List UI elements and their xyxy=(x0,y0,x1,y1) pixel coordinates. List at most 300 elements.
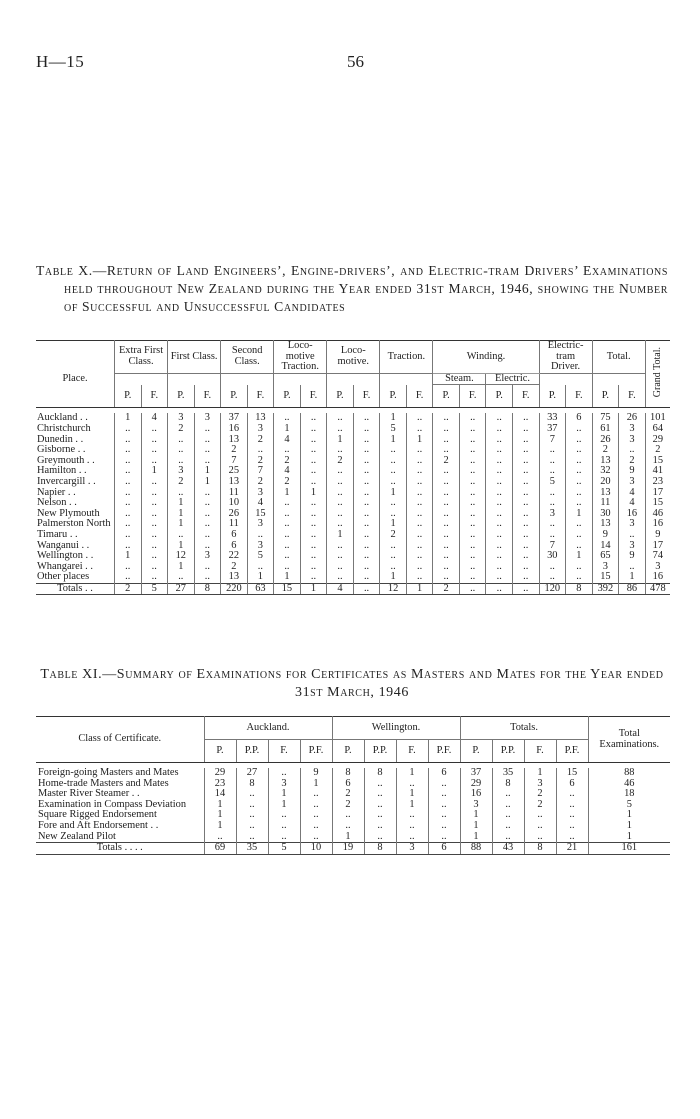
data-cell: .. xyxy=(353,424,380,435)
table11 xyxy=(36,716,670,855)
data-cell: .. xyxy=(459,551,486,562)
data-cell: 3 xyxy=(592,562,619,573)
data-cell: 17 xyxy=(645,488,670,499)
data-cell: .. xyxy=(512,541,539,552)
data-cell: 46 xyxy=(645,509,670,520)
col-sub-p: P. xyxy=(460,740,492,763)
data-cell: .. xyxy=(300,445,327,456)
data-cell: 2 xyxy=(380,530,407,541)
data-cell: .. xyxy=(300,562,327,573)
data-cell: .. xyxy=(236,810,268,821)
data-cell: .. xyxy=(194,519,221,530)
table10-caption-text: —Return of Land Engineers’, Engine-drivers’, and Electric-tram Drivers’ Examinations held throughout New Zealand during the Year ended 31st March, 1946, showing the Number of Successful and Unsuccessful Candidates xyxy=(64,263,669,314)
data-cell: 7 xyxy=(539,541,566,552)
data-cell: 1 xyxy=(168,509,195,520)
col-first: First Class. xyxy=(168,341,221,374)
data-cell: .. xyxy=(406,530,433,541)
data-cell: .. xyxy=(486,477,513,488)
totals-cell: 3 xyxy=(396,843,428,855)
data-cell: .. xyxy=(486,466,513,477)
table-row xyxy=(36,413,670,424)
data-cell: .. xyxy=(380,562,407,573)
totals-cell: .. xyxy=(459,583,486,595)
data-cell: .. xyxy=(406,477,433,488)
data-cell: 5 xyxy=(380,424,407,435)
data-cell: .. xyxy=(512,530,539,541)
data-cell: .. xyxy=(492,789,524,800)
data-cell: 3 xyxy=(168,466,195,477)
table-row xyxy=(36,445,670,456)
data-cell: 1 xyxy=(380,572,407,583)
col-passed: P. xyxy=(592,385,619,408)
data-cell: 14 xyxy=(592,541,619,552)
data-cell: .. xyxy=(486,530,513,541)
data-cell: .. xyxy=(406,413,433,424)
totals-cell: 8 xyxy=(364,843,396,855)
data-cell: 2 xyxy=(274,477,301,488)
data-cell: .. xyxy=(332,821,364,832)
data-cell: .. xyxy=(512,424,539,435)
data-cell: .. xyxy=(327,466,354,477)
data-cell: 3 xyxy=(268,779,300,790)
data-cell: 16 xyxy=(221,424,248,435)
data-cell: .. xyxy=(566,477,593,488)
data-cell: .. xyxy=(353,572,380,583)
data-cell: 11 xyxy=(221,488,248,499)
data-cell: 8 xyxy=(236,779,268,790)
data-cell: 75 xyxy=(592,413,619,424)
table-row xyxy=(36,477,670,488)
col-passed: P. xyxy=(327,385,354,408)
data-cell: .. xyxy=(327,519,354,530)
place-cell: Auckland . . xyxy=(37,413,88,424)
data-cell: .. xyxy=(566,519,593,530)
data-cell: .. xyxy=(492,821,524,832)
certificate-cell: Foreign-going Masters and Mates xyxy=(38,768,179,778)
data-cell: 2 xyxy=(327,456,354,467)
data-cell: .. xyxy=(406,445,433,456)
data-cell: 4 xyxy=(619,488,646,499)
totals-cell: 8 xyxy=(566,583,593,595)
data-cell: .. xyxy=(353,551,380,562)
data-cell: .. xyxy=(406,424,433,435)
data-cell: 1 xyxy=(204,800,236,811)
data-cell: 3 xyxy=(539,509,566,520)
data-cell: 3 xyxy=(168,413,195,424)
data-cell: 4 xyxy=(247,498,274,509)
totals-cell: 69 xyxy=(204,843,236,855)
data-cell: .. xyxy=(486,456,513,467)
table-row xyxy=(36,810,670,821)
data-cell: .. xyxy=(619,530,646,541)
data-cell: .. xyxy=(566,572,593,583)
data-cell: 37 xyxy=(221,413,248,424)
data-cell: .. xyxy=(459,466,486,477)
data-cell: 88 xyxy=(588,768,670,779)
data-cell: .. xyxy=(168,530,195,541)
data-cell: 7 xyxy=(221,456,248,467)
data-cell: .. xyxy=(141,541,168,552)
header-spacer xyxy=(247,373,274,385)
data-cell: 2 xyxy=(645,445,670,456)
data-cell: .. xyxy=(274,498,301,509)
data-cell: .. xyxy=(114,572,141,583)
col-passed: P. xyxy=(274,385,301,408)
data-cell: .. xyxy=(300,810,332,821)
data-cell: .. xyxy=(194,562,221,573)
data-cell: .. xyxy=(247,530,274,541)
data-cell: .. xyxy=(396,779,428,790)
data-cell: .. xyxy=(327,541,354,552)
data-cell: .. xyxy=(268,810,300,821)
data-cell: .. xyxy=(236,800,268,811)
data-cell: 1 xyxy=(332,832,364,843)
data-cell: 1 xyxy=(396,800,428,811)
data-cell: .. xyxy=(168,456,195,467)
data-cell: 1 xyxy=(168,498,195,509)
data-cell: 7 xyxy=(247,466,274,477)
data-cell: 6 xyxy=(221,541,248,552)
header-spacer xyxy=(221,373,248,385)
col-place: Place. xyxy=(36,341,114,408)
grand-total-label: Grand Total. xyxy=(651,347,663,398)
data-cell: .. xyxy=(433,435,460,446)
certificate-cell: Home-trade Masters and Mates xyxy=(38,778,169,789)
data-cell: .. xyxy=(168,445,195,456)
data-cell: .. xyxy=(512,466,539,477)
data-cell: .. xyxy=(380,477,407,488)
data-cell: .. xyxy=(114,445,141,456)
data-cell: 11 xyxy=(592,498,619,509)
data-cell: 1 xyxy=(460,821,492,832)
data-cell: 1 xyxy=(460,832,492,843)
data-cell: .. xyxy=(353,413,380,424)
table10 xyxy=(36,340,670,595)
totals-cell: 2 xyxy=(433,583,460,595)
totals-cell: 392 xyxy=(592,583,619,595)
data-cell: 12 xyxy=(168,551,195,562)
data-cell: .. xyxy=(486,541,513,552)
data-cell: .. xyxy=(236,821,268,832)
data-cell: .. xyxy=(539,498,566,509)
col-auckland: Auckland. xyxy=(204,717,332,740)
col-winding: Winding. xyxy=(433,341,539,374)
data-cell: 3 xyxy=(619,477,646,488)
data-cell: .. xyxy=(300,413,327,424)
place-cell: Wanganui . . xyxy=(37,540,90,551)
data-cell: .. xyxy=(512,551,539,562)
data-cell: 29 xyxy=(645,435,670,446)
totals-cell: .. xyxy=(486,583,513,595)
totals-cell: 1 xyxy=(406,583,433,595)
header-spacer xyxy=(141,373,168,385)
data-cell: .. xyxy=(556,832,588,843)
data-cell: .. xyxy=(194,456,221,467)
data-cell: .. xyxy=(327,424,354,435)
data-cell: .. xyxy=(353,541,380,552)
data-cell: .. xyxy=(566,424,593,435)
data-cell: .. xyxy=(194,541,221,552)
data-cell: .. xyxy=(300,509,327,520)
data-cell: .. xyxy=(406,456,433,467)
data-cell: 15 xyxy=(556,768,588,779)
data-cell: .. xyxy=(300,456,327,467)
data-cell: .. xyxy=(114,541,141,552)
data-cell: 37 xyxy=(460,768,492,779)
col-sub-pf: P.F. xyxy=(300,740,332,763)
data-cell: 1 xyxy=(380,435,407,446)
data-cell: .. xyxy=(512,519,539,530)
certificate-cell: Square Rigged Endorsement xyxy=(38,810,157,821)
col-failed: F. xyxy=(247,385,274,408)
data-cell: .. xyxy=(459,541,486,552)
data-cell: 1 xyxy=(406,435,433,446)
col-failed: F. xyxy=(459,385,486,408)
col-class-of-certificate: Class of Certificate. xyxy=(36,717,204,763)
data-cell: .. xyxy=(556,821,588,832)
col-sub-p: P. xyxy=(204,740,236,763)
totals-cell: 4 xyxy=(327,583,354,595)
data-cell: 4 xyxy=(141,413,168,424)
table-row xyxy=(36,488,670,499)
data-cell: 1 xyxy=(247,572,274,583)
col-sub-pp: P.P. xyxy=(364,740,396,763)
data-cell: .. xyxy=(141,477,168,488)
data-cell: .. xyxy=(141,562,168,573)
data-cell: .. xyxy=(353,477,380,488)
totals-cell: 15 xyxy=(274,583,301,595)
data-cell: .. xyxy=(114,530,141,541)
data-cell: 16 xyxy=(645,519,670,530)
data-cell: 1 xyxy=(204,810,236,821)
data-cell: .. xyxy=(486,551,513,562)
col-passed: P. xyxy=(168,385,195,408)
data-cell: 1 xyxy=(194,477,221,488)
data-cell: 1 xyxy=(327,530,354,541)
data-cell: .. xyxy=(566,456,593,467)
data-cell: .. xyxy=(300,572,327,583)
data-cell: .. xyxy=(380,456,407,467)
data-cell: .. xyxy=(512,435,539,446)
data-cell: .. xyxy=(486,498,513,509)
data-cell: 26 xyxy=(619,413,646,424)
data-cell: 15 xyxy=(645,456,670,467)
col-passed: P. xyxy=(221,385,248,408)
data-cell: .. xyxy=(364,779,396,790)
data-cell: .. xyxy=(486,445,513,456)
place-cell: Hamilton . . xyxy=(37,466,87,477)
place-cell: Nelson . . xyxy=(37,498,77,509)
header-spacer xyxy=(406,373,433,385)
data-cell: .. xyxy=(512,562,539,573)
place-cell: Palmerston North xyxy=(37,519,111,530)
data-cell: .. xyxy=(459,435,486,446)
data-cell: .. xyxy=(556,789,588,800)
totals-cell: 5 xyxy=(268,843,300,855)
data-cell: .. xyxy=(566,530,593,541)
data-cell: .. xyxy=(512,572,539,583)
data-cell: 13 xyxy=(592,519,619,530)
data-cell: .. xyxy=(459,413,486,424)
data-cell: .. xyxy=(194,424,221,435)
table10-caption-lead: Table X. xyxy=(36,263,93,278)
header-spacer xyxy=(300,373,327,385)
data-cell: 1 xyxy=(566,551,593,562)
data-cell: .. xyxy=(300,530,327,541)
col-totals: Totals. xyxy=(460,717,588,740)
data-cell: 1 xyxy=(300,779,332,790)
data-cell: 13 xyxy=(221,477,248,488)
col-sub-f: F. xyxy=(396,740,428,763)
data-cell: .. xyxy=(486,424,513,435)
totals-cell: 1 xyxy=(300,583,327,595)
totals-cell: 120 xyxy=(539,583,566,595)
table11-caption-lead: Table XI. xyxy=(40,667,103,682)
col-wellington: Wellington. xyxy=(332,717,460,740)
table-row xyxy=(36,779,670,790)
data-cell: .. xyxy=(539,466,566,477)
data-cell: 3 xyxy=(524,779,556,790)
data-cell: 5 xyxy=(539,477,566,488)
data-cell: .. xyxy=(327,509,354,520)
data-cell: .. xyxy=(433,424,460,435)
data-cell: .. xyxy=(194,498,221,509)
data-cell: .. xyxy=(433,509,460,520)
data-cell: .. xyxy=(364,800,396,811)
data-cell: .. xyxy=(274,530,301,541)
data-cell: 3 xyxy=(194,413,221,424)
data-cell: .. xyxy=(353,530,380,541)
totals-cell: .. xyxy=(512,583,539,595)
data-cell: .. xyxy=(428,800,460,811)
data-cell: .. xyxy=(524,832,556,843)
data-cell: 6 xyxy=(221,530,248,541)
data-cell: .. xyxy=(524,821,556,832)
data-cell: .. xyxy=(459,572,486,583)
data-cell: 74 xyxy=(645,551,670,562)
data-cell: .. xyxy=(300,466,327,477)
data-cell: .. xyxy=(396,810,428,821)
data-cell: 3 xyxy=(247,541,274,552)
data-cell: .. xyxy=(114,519,141,530)
header-spacer xyxy=(168,373,195,385)
data-cell: .. xyxy=(428,779,460,790)
data-cell: 1 xyxy=(141,466,168,477)
place-cell: Christchurch xyxy=(37,423,91,434)
data-cell: .. xyxy=(539,562,566,573)
data-cell: .. xyxy=(332,810,364,821)
certificate-cell: Examination in Compass Deviation xyxy=(38,799,187,810)
data-cell: 6 xyxy=(566,413,593,424)
certificate-cell: New Zealand Pilot xyxy=(38,831,116,842)
data-cell: 9 xyxy=(619,466,646,477)
data-cell: .. xyxy=(141,424,168,435)
data-cell: .. xyxy=(353,562,380,573)
data-cell: 3 xyxy=(619,424,646,435)
data-cell: .. xyxy=(141,445,168,456)
table-row xyxy=(36,551,670,562)
data-cell: 2 xyxy=(592,445,619,456)
place-cell: Whangarei . . xyxy=(37,561,93,572)
data-cell: 3 xyxy=(645,562,670,573)
table-row xyxy=(36,456,670,467)
data-cell: .. xyxy=(364,821,396,832)
data-cell: .. xyxy=(492,832,524,843)
data-cell: 5 xyxy=(588,800,670,811)
data-cell: 3 xyxy=(194,551,221,562)
col-sub-pp: P.P. xyxy=(236,740,268,763)
data-cell: .. xyxy=(114,498,141,509)
data-cell: .. xyxy=(433,477,460,488)
data-cell: .. xyxy=(141,519,168,530)
data-cell: .. xyxy=(566,488,593,499)
data-cell: .. xyxy=(274,509,301,520)
data-cell: 46 xyxy=(588,779,670,790)
table-row xyxy=(36,541,670,552)
data-cell: 16 xyxy=(460,789,492,800)
header-spacer xyxy=(274,373,301,385)
data-cell: 2 xyxy=(221,562,248,573)
data-cell: 1 xyxy=(380,413,407,424)
place-cell: Dunedin . . xyxy=(37,434,84,445)
totals-row xyxy=(36,843,670,855)
data-cell: .. xyxy=(566,498,593,509)
data-cell: .. xyxy=(114,509,141,520)
data-cell: .. xyxy=(114,477,141,488)
col-failed: F. xyxy=(512,385,539,408)
data-cell: .. xyxy=(459,488,486,499)
data-cell: 16 xyxy=(619,509,646,520)
data-cell: .. xyxy=(300,789,332,800)
place-cell: Timaru . . xyxy=(37,529,78,540)
data-cell: .. xyxy=(194,572,221,583)
data-cell: 1 xyxy=(114,551,141,562)
data-cell: .. xyxy=(566,562,593,573)
data-cell: .. xyxy=(459,562,486,573)
data-cell: 2 xyxy=(274,456,301,467)
data-cell: .. xyxy=(512,445,539,456)
data-cell: 3 xyxy=(247,424,274,435)
data-cell: 30 xyxy=(539,551,566,562)
data-cell: 1 xyxy=(194,466,221,477)
data-cell: 1 xyxy=(204,821,236,832)
data-cell: .. xyxy=(459,509,486,520)
totals-label: Totals . . . . xyxy=(36,843,204,855)
col-electric-tram: Electric-tram Driver. xyxy=(539,341,592,374)
data-cell: 2 xyxy=(433,456,460,467)
table-row xyxy=(36,789,670,800)
data-cell: .. xyxy=(364,810,396,821)
table-row xyxy=(36,530,670,541)
data-cell: .. xyxy=(274,413,301,424)
col-passed: P. xyxy=(486,385,513,408)
col-passed: P. xyxy=(433,385,460,408)
data-cell: .. xyxy=(274,519,301,530)
data-cell: .. xyxy=(428,789,460,800)
data-cell: .. xyxy=(486,562,513,573)
data-cell: .. xyxy=(433,519,460,530)
data-cell: 2 xyxy=(247,477,274,488)
data-cell: .. xyxy=(141,509,168,520)
data-cell: 1 xyxy=(524,768,556,779)
table-row xyxy=(36,821,670,832)
table-row xyxy=(36,572,670,583)
data-cell: 6 xyxy=(556,779,588,790)
data-cell: 1 xyxy=(588,821,670,832)
col-extra-first: Extra First Class. xyxy=(114,341,167,374)
data-cell: .. xyxy=(380,498,407,509)
data-cell: .. xyxy=(353,498,380,509)
